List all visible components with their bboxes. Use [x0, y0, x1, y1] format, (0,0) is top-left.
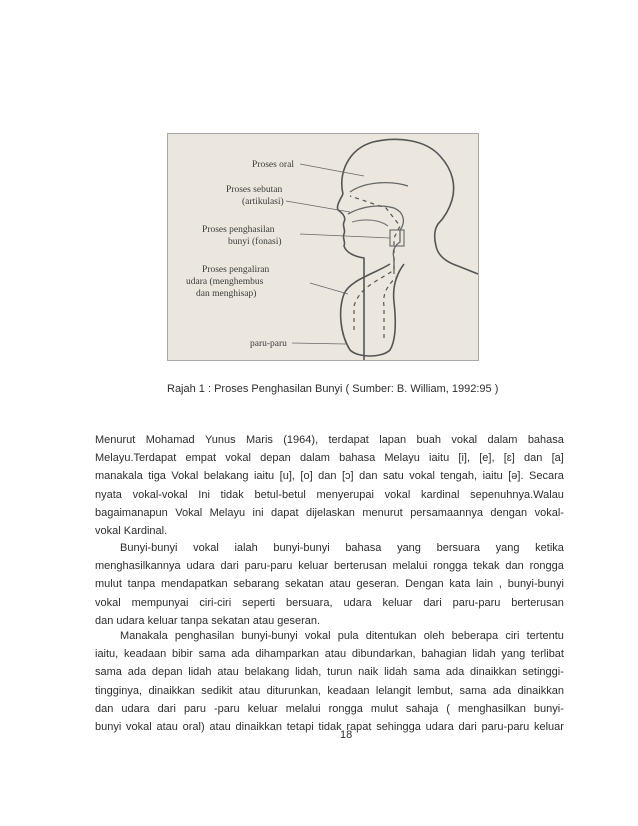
text-line: Menurut Mohamad Yunus Maris (1964), terdapat lapan buah vokal dalam bahasa: [95, 434, 564, 446]
leader-sebutan: [286, 201, 350, 212]
label-pengaliran-1: Proses pengaliran: [202, 265, 270, 275]
lung-outline: [341, 264, 404, 356]
page-number: 18: [340, 729, 353, 741]
oral-cavity: [348, 206, 403, 230]
nasal-cavity: [350, 183, 408, 192]
figure-vocal-tract: [167, 133, 479, 361]
airflow-path: [350, 196, 400, 330]
label-paru: paru-paru: [250, 339, 287, 349]
paragraph-2: [95, 539, 564, 630]
text-line: sama ada depan lidah atau belakang lidah, turun naik lidah sama ada dinaikkan setinggi-: [95, 666, 564, 679]
leader-oral: [300, 164, 364, 176]
figure-caption: Rajah 1 : Proses Penghasilan Bunyi ( Sumber: B. William, 1992:95 ): [167, 383, 499, 395]
head-back-outline: [342, 139, 478, 274]
text-line: Melayu.Terdapat empat vokal depan dalam bahasa Melayu iaitu [i], [e], [ɛ] dan [a]: [95, 452, 564, 465]
label-sebutan-1: Proses sebutan: [226, 185, 283, 195]
text-line: mulut tanpa mendapatkan sebarang sekatan atau geseran. Dengan kata lain , bunyi-bunyi: [95, 578, 564, 591]
tongue: [352, 220, 388, 226]
text-line: vokal mempunyai ciri-ciri seperti bersuara, udara keluar dari paru-paru berterusan: [95, 596, 564, 609]
text-line: manakala tiga Vokal belakang iaitu [u], [o] dan [ɔ] dan satu vokal tengah, iaitu [ə]. Secara: [95, 470, 564, 483]
text-line: bunyi vokal atau oral) atau dinaikkan tetapi tidak rapat sehingga udara dari paru-paru keluar: [95, 720, 564, 733]
text-line: nyata vokal-vokal Ini tidak betul-betul menyerupai vokal kardinal sepenuhnya.Walau: [95, 488, 564, 501]
leader-paru: [292, 343, 346, 344]
text-line: Manakala penghasilan bunyi-bunyi vokal pula ditentukan oleh beberapa ciri tertentu: [120, 630, 564, 642]
leader-penghasilan: [300, 234, 390, 238]
text-line: iaitu, keadaan bibir sama ada dihamparkan atau dibundarkan, bahagian lidah yang terlibat: [95, 648, 564, 661]
line-text: dan udara keluar tanpa sekatan atau geseran.: [95, 614, 321, 627]
text-line: menghasilkannya udara dari paru-paru keluar berterusan melalui rongga tekak dan rongga: [95, 560, 564, 573]
line-text: vokal Kardinal.: [95, 524, 168, 537]
label-sebutan-2: (artikulasi): [242, 197, 284, 207]
text-line: dan udara dari paru -paru keluar melalui rongga mulut sahaja ( menghasilkan bunyi-: [95, 702, 564, 715]
paragraph-1: [95, 431, 564, 540]
label-pengaliran-2: udara (menghembus: [186, 277, 264, 287]
text-line: [95, 522, 564, 540]
text-line: bagaimanapun Vokal Melayu ini dapat dijelaskan menurut persamaannya dengan vokal-: [95, 506, 564, 519]
label-pengaliran-3: dan menghisap): [196, 289, 257, 299]
vocal-tract-illustration: [168, 134, 478, 360]
face-outline: [337, 194, 364, 360]
label-penghasilan-1: Proses penghasilan: [202, 225, 275, 235]
text-line: Bunyi-bunyi vokal ialah bunyi-bunyi bahasa yang bersuara yang ketika: [120, 542, 564, 554]
label-oral: Proses oral: [252, 160, 294, 170]
paragraph-3: [95, 627, 564, 736]
text-line: tingginya, dinaikkan sedikit atau diturunkan, keadaan lelangit lembut, sama ada dinaikkan: [95, 684, 564, 697]
leader-pengaliran: [310, 283, 348, 294]
label-penghasilan-2: bunyi (fonasi): [228, 237, 282, 247]
